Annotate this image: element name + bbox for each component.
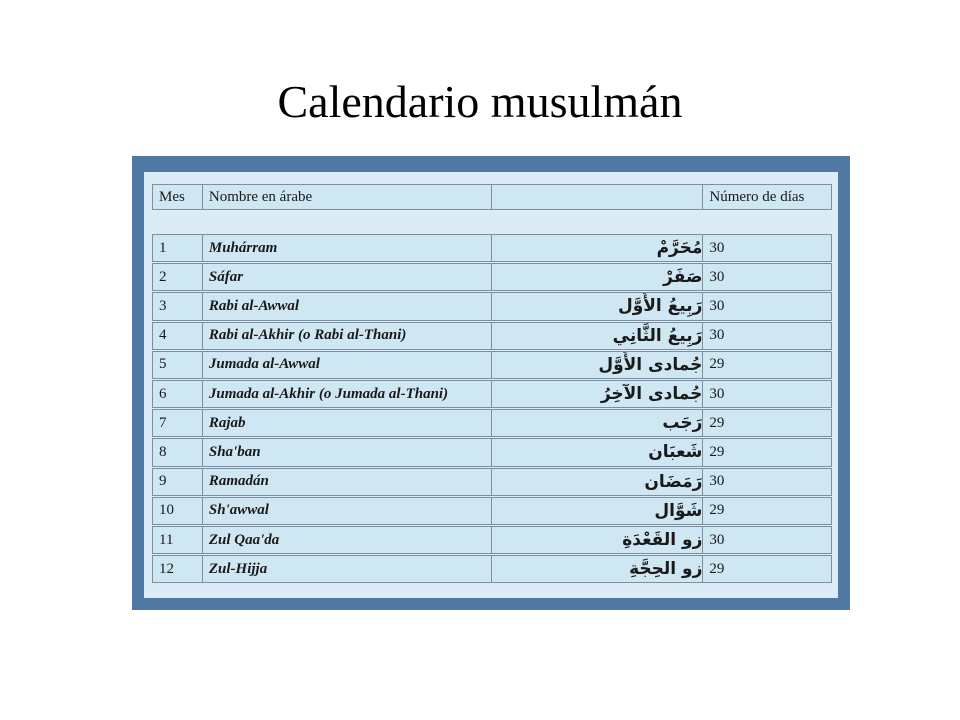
slide-title: Calendario musulmán: [277, 76, 683, 127]
table-frame: [132, 156, 850, 610]
table-row: [152, 351, 832, 379]
cell-nombre: Rabi al-Akhir (o Rabi al-Thani): [203, 323, 492, 349]
cell-nombre: Sha'ban: [203, 439, 492, 465]
header-arabic: [492, 185, 703, 209]
cell-dias: 29: [709, 502, 725, 519]
cell-nombre: Jumada al-Akhir (o Jumada al-Thani): [203, 381, 492, 407]
cell-nombre: Zul-Hijja: [203, 556, 492, 582]
table-row: [152, 555, 832, 583]
cell-nombre: Zul Qaa'da: [203, 527, 492, 553]
cell-dias: 30: [709, 385, 725, 402]
cell-mes: 7: [153, 410, 203, 436]
table-row: [152, 409, 832, 437]
table-row: [152, 497, 832, 525]
cell-arabic: شَعبَان: [492, 439, 703, 465]
cell-arabic: زو القَعْدَةِ: [492, 527, 703, 553]
cell-nombre: Ramadán: [203, 469, 492, 495]
cell-mes: 1: [153, 235, 203, 261]
cell-nombre: Muhárram: [203, 235, 492, 261]
cell-dias: 29: [709, 443, 725, 460]
cell-mes: 5: [153, 352, 203, 378]
cell-dias: 30: [709, 473, 725, 490]
cell-nombre: Rajab: [203, 410, 492, 436]
cell-dias: 29: [709, 560, 725, 577]
table-row: [152, 468, 832, 496]
cell-dias: 29: [709, 414, 725, 431]
cell-mes: 11: [153, 527, 203, 553]
table-row: [152, 234, 832, 262]
cell-arabic: زو الحِجَّةِ: [492, 556, 703, 582]
cell-dias: 30: [709, 531, 725, 548]
cell-arabic: مُحَرَّمْ: [492, 235, 703, 261]
table-row: [152, 322, 832, 350]
cell-arabic: رَبِيعُ الأَوَّل: [492, 293, 703, 319]
header-dias: Número de días: [709, 188, 805, 205]
table-row: [152, 438, 832, 466]
cell-mes: 9: [153, 469, 203, 495]
cell-arabic: رَمَضَان: [492, 469, 703, 495]
cell-dias: 29: [709, 356, 725, 373]
table-row: [152, 292, 832, 320]
cell-arabic: جُمادى الآخِرُ: [492, 381, 703, 407]
cell-dias: 30: [709, 268, 725, 285]
cell-arabic: رَجَب: [492, 410, 703, 436]
cell-mes: 3: [153, 293, 203, 319]
cell-nombre: Sáfar: [203, 264, 492, 290]
cell-mes: 4: [153, 323, 203, 349]
table-row: [152, 263, 832, 291]
header-nombre: Nombre en árabe: [203, 185, 492, 209]
cell-mes: 10: [153, 498, 203, 524]
cell-arabic: صَفَرْ: [492, 264, 703, 290]
table-row: [152, 526, 832, 554]
calendar-table: [144, 172, 838, 598]
cell-dias: 30: [709, 239, 725, 256]
cell-mes: 8: [153, 439, 203, 465]
cell-nombre: Jumada al-Awwal: [203, 352, 492, 378]
cell-nombre: Sh'awwal: [203, 498, 492, 524]
cell-dias: 30: [709, 297, 725, 314]
cell-mes: 6: [153, 381, 203, 407]
cell-arabic: شَوَّال: [492, 498, 703, 524]
header-mes: Mes: [153, 185, 203, 209]
cell-arabic: رَبِيعُ الثَّانِي: [492, 323, 703, 349]
table-row: [152, 380, 832, 408]
cell-arabic: جُمادى الأَوَّل: [492, 352, 703, 378]
cell-mes: 2: [153, 264, 203, 290]
table-header-row: [152, 184, 832, 210]
cell-mes: 12: [153, 556, 203, 582]
cell-dias: 30: [709, 327, 725, 344]
cell-nombre: Rabi al-Awwal: [203, 293, 492, 319]
